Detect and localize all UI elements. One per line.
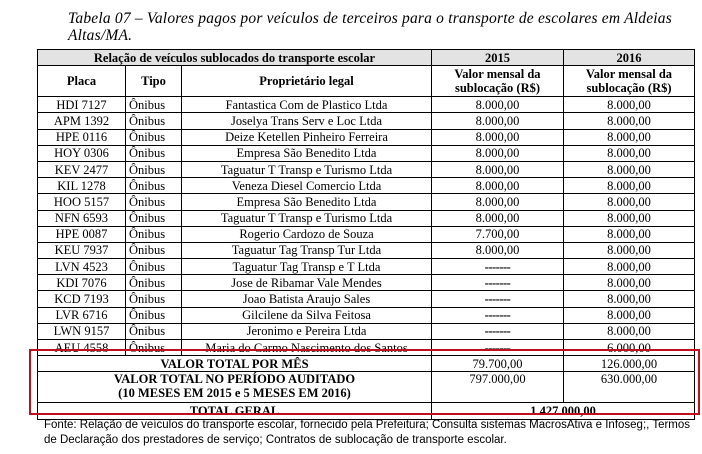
total-geral-label: TOTAL GERAL bbox=[38, 403, 432, 419]
col-valor-2015-line1: Valor mensal da bbox=[454, 67, 541, 82]
total-mes-2015: 79.700,00 bbox=[432, 356, 564, 372]
cell-valor-2015: 8.000,00 bbox=[432, 97, 564, 113]
cell-valor-2016: 8.000,00 bbox=[564, 194, 695, 210]
vehicles-table bbox=[37, 49, 695, 420]
cell-tipo: Ônibus bbox=[126, 242, 182, 258]
table-row bbox=[38, 259, 695, 275]
table-row bbox=[38, 145, 695, 161]
cell-placa: HDI 7127 bbox=[38, 97, 126, 113]
cell-proprietario: Fantastica Com de Plastico Ltda bbox=[182, 97, 432, 113]
cell-proprietario: Taguatur T Transp e Turismo Ltda bbox=[182, 210, 432, 226]
cell-tipo: Ônibus bbox=[126, 291, 182, 307]
cell-proprietario: Rogerio Cardozo de Souza bbox=[182, 226, 432, 242]
cell-valor-2015: 7.700,00 bbox=[432, 226, 564, 242]
cell-valor-2016: 8.000,00 bbox=[564, 226, 695, 242]
cell-valor-2016: 8.000,00 bbox=[564, 178, 695, 194]
cell-tipo: Ônibus bbox=[126, 259, 182, 275]
cell-placa: LVR 6716 bbox=[38, 307, 126, 323]
cell-valor-2015: ------- bbox=[432, 275, 564, 291]
total-periodo-label-line2: (10 MESES EM 2015 e 5 MESES EM 2016) bbox=[118, 386, 351, 401]
cell-proprietario: Empresa São Benedito Ltda bbox=[182, 194, 432, 210]
source-footnote: Fonte: Relação de veículos do transporte escolar, fornecido pela Prefeitura; Consulta sistemas MacrosAtiva e Infoseg;, Termos de Declaração dos prestadores de serviço; Contratos de sublocação de transporte escolar. bbox=[44, 419, 691, 446]
cell-valor-2015: 8.000,00 bbox=[432, 242, 564, 258]
cell-tipo: Ônibus bbox=[126, 113, 182, 129]
col-placa-header: Placa bbox=[38, 66, 126, 97]
cell-valor-2015: 8.000,00 bbox=[432, 129, 564, 145]
cell-valor-2015: 8.000,00 bbox=[432, 113, 564, 129]
cell-valor-2016: 8.000,00 bbox=[564, 97, 695, 113]
cell-valor-2015: 8.000,00 bbox=[432, 210, 564, 226]
year-2015-header: 2015 bbox=[432, 50, 564, 66]
cell-valor-2015: 8.000,00 bbox=[432, 194, 564, 210]
cell-valor-2016: 8.000,00 bbox=[564, 113, 695, 129]
cell-valor-2015: ------- bbox=[432, 307, 564, 323]
cell-valor-2015: 8.000,00 bbox=[432, 145, 564, 161]
cell-tipo: Ônibus bbox=[126, 129, 182, 145]
cell-tipo: Ônibus bbox=[126, 145, 182, 161]
col-valor-2015-header bbox=[432, 66, 564, 97]
cell-proprietario: Jeronimo e Pereira Ltda bbox=[182, 323, 432, 339]
table-row bbox=[38, 129, 695, 145]
table-row bbox=[38, 113, 695, 129]
cell-proprietario: Taguatur T Transp e Turismo Ltda bbox=[182, 161, 432, 177]
cell-valor-2016: 6.000,00 bbox=[564, 340, 695, 356]
cell-placa: KEU 7937 bbox=[38, 242, 126, 258]
total-periodo-label bbox=[38, 372, 432, 403]
cell-proprietario: Jose de Ribamar Vale Mendes bbox=[182, 275, 432, 291]
cell-proprietario: Taguatur Tag Transp Tur Ltda bbox=[182, 242, 432, 258]
cell-tipo: Ônibus bbox=[126, 210, 182, 226]
cell-proprietario: Gilcilene da Silva Feitosa bbox=[182, 307, 432, 323]
cell-valor-2015: ------- bbox=[432, 340, 564, 356]
table-row bbox=[38, 178, 695, 194]
total-periodo-label-line1: VALOR TOTAL NO PERÍODO AUDITADO bbox=[113, 372, 356, 387]
cell-valor-2015: ------- bbox=[432, 259, 564, 275]
table-row bbox=[38, 194, 695, 210]
cell-proprietario: Joao Batista Araujo Sales bbox=[182, 291, 432, 307]
table-row bbox=[38, 323, 695, 339]
table-caption: Tabela 07 – Valores pagos por veículos de terceiros para o transporte de escolares em Aldeias Altas/MA. bbox=[68, 10, 672, 44]
cell-tipo: Ônibus bbox=[126, 194, 182, 210]
col-valor-2015-line2: sublocação (R$) bbox=[454, 81, 541, 96]
cell-valor-2016: 8.000,00 bbox=[564, 323, 695, 339]
cell-proprietario: Taguatur Tag Transp e T Ltda bbox=[182, 259, 432, 275]
cell-tipo: Ônibus bbox=[126, 161, 182, 177]
cell-proprietario: Veneza Diesel Comercio Ltda bbox=[182, 178, 432, 194]
cell-tipo: Ônibus bbox=[126, 97, 182, 113]
cell-valor-2016: 8.000,00 bbox=[564, 259, 695, 275]
cell-proprietario: Joselya Trans Serv e Loc Ltda bbox=[182, 113, 432, 129]
cell-placa: LWN 9157 bbox=[38, 323, 126, 339]
cell-valor-2016: 8.000,00 bbox=[564, 129, 695, 145]
total-periodo-2016: 630.000,00 bbox=[564, 372, 695, 403]
cell-valor-2016: 8.000,00 bbox=[564, 210, 695, 226]
total-mes-label: VALOR TOTAL POR MÊS bbox=[38, 356, 432, 372]
col-proprietario-header: Proprietário legal bbox=[182, 66, 432, 97]
col-valor-2016-line1: Valor mensal da bbox=[585, 67, 673, 82]
cell-proprietario: Maria do Carmo Nascimento dos Santos bbox=[182, 340, 432, 356]
cell-placa: HPE 0087 bbox=[38, 226, 126, 242]
column-header-row bbox=[38, 66, 695, 97]
cell-placa: NFN 6593 bbox=[38, 210, 126, 226]
table-row bbox=[38, 210, 695, 226]
table-row bbox=[38, 275, 695, 291]
cell-tipo: Ônibus bbox=[126, 178, 182, 194]
cell-tipo: Ônibus bbox=[126, 307, 182, 323]
group-header: Relação de veículos sublocados do transporte escolar bbox=[38, 50, 432, 66]
cell-placa: KDI 7076 bbox=[38, 275, 126, 291]
cell-valor-2016: 8.000,00 bbox=[564, 307, 695, 323]
cell-placa: KIL 1278 bbox=[38, 178, 126, 194]
col-valor-2016-line2: sublocação (R$) bbox=[586, 81, 672, 96]
cell-valor-2016: 8.000,00 bbox=[564, 275, 695, 291]
cell-valor-2015: ------- bbox=[432, 291, 564, 307]
cell-tipo: Ônibus bbox=[126, 323, 182, 339]
cell-valor-2016: 8.000,00 bbox=[564, 145, 695, 161]
cell-placa: HOO 5157 bbox=[38, 194, 126, 210]
table-row bbox=[38, 242, 695, 258]
group-header-row bbox=[38, 50, 695, 66]
cell-proprietario: Empresa São Benedito Ltda bbox=[182, 145, 432, 161]
col-valor-2016-header bbox=[564, 66, 695, 97]
table-row bbox=[38, 291, 695, 307]
total-geral-value: 1.427.000,00 bbox=[432, 403, 695, 419]
cell-placa: KCD 7193 bbox=[38, 291, 126, 307]
cell-placa: LVN 4523 bbox=[38, 259, 126, 275]
cell-placa: AEU 4558 bbox=[38, 340, 126, 356]
cell-valor-2016: 8.000,00 bbox=[564, 291, 695, 307]
total-mes-2016: 126.000,00 bbox=[564, 356, 695, 372]
year-2016-header: 2016 bbox=[564, 50, 695, 66]
cell-placa: KEV 2477 bbox=[38, 161, 126, 177]
col-tipo-header: Tipo bbox=[126, 66, 182, 97]
cell-valor-2015: 8.000,00 bbox=[432, 178, 564, 194]
cell-valor-2016: 8.000,00 bbox=[564, 242, 695, 258]
total-periodo-2015: 797.000,00 bbox=[432, 372, 564, 403]
table-row bbox=[38, 226, 695, 242]
cell-placa: HOY 0306 bbox=[38, 145, 126, 161]
total-geral-row bbox=[38, 403, 695, 419]
cell-valor-2015: ------- bbox=[432, 323, 564, 339]
total-periodo-row bbox=[38, 372, 695, 403]
cell-tipo: Ônibus bbox=[126, 226, 182, 242]
table-row bbox=[38, 97, 695, 113]
total-mes-row bbox=[38, 356, 695, 372]
cell-placa: HPE 0116 bbox=[38, 129, 126, 145]
cell-tipo: Ônibus bbox=[126, 275, 182, 291]
cell-placa: APM 1392 bbox=[38, 113, 126, 129]
cell-proprietario: Deize Ketellen Pinheiro Ferreira bbox=[182, 129, 432, 145]
cell-valor-2016: 8.000,00 bbox=[564, 161, 695, 177]
cell-valor-2015: 8.000,00 bbox=[432, 161, 564, 177]
table-row bbox=[38, 161, 695, 177]
table-row bbox=[38, 340, 695, 356]
cell-tipo: Ônibus bbox=[126, 340, 182, 356]
table-row bbox=[38, 307, 695, 323]
